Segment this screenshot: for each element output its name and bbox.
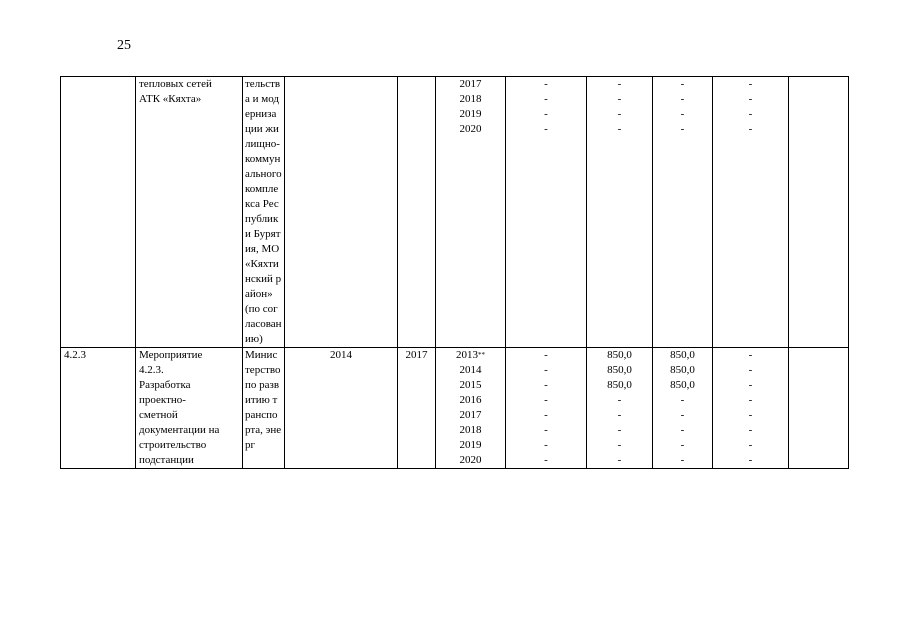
year-value: 2016 (459, 394, 482, 406)
measure-name-line: сметной (139, 409, 178, 421)
years-cell (436, 348, 506, 469)
year-value: 2020 (459, 454, 482, 466)
funding-value: - (544, 364, 548, 376)
funding-value: - (617, 454, 622, 466)
funding-col-d-cell (713, 348, 789, 469)
measure-name-line: 4.2.3. (139, 364, 164, 376)
measure-name-line: строительство (139, 439, 207, 451)
funding-value: - (680, 123, 685, 135)
funding-col-c-cell (653, 77, 713, 348)
funding-value: - (748, 424, 753, 436)
funding-value: - (680, 93, 685, 105)
funding-value: - (680, 78, 685, 90)
code-cell (61, 77, 136, 348)
funding-value: 850,0 (607, 379, 632, 391)
funding-value: - (680, 424, 685, 436)
funding-value: 850,0 (607, 364, 632, 376)
start-year-cell (285, 77, 398, 348)
funding-value: - (748, 78, 753, 90)
funding-value: - (544, 409, 548, 421)
measure-name-line: проектно- (139, 394, 186, 406)
funding-value: 850,0 (670, 379, 695, 391)
executor-cell: тельства и модернизации жилищно-коммунального комплекса Республики Бурятия, МО «Кяхтинский район» (по согласованию) (243, 77, 285, 348)
funding-value: - (680, 454, 685, 466)
funding-col-b-cell (587, 348, 653, 469)
funding-value: - (544, 349, 548, 361)
funding-value: - (748, 93, 753, 105)
funding-value: - (748, 364, 753, 376)
start-year-cell: 2014 (285, 348, 398, 469)
funding-value: - (680, 409, 685, 421)
funding-col-c-cell (653, 348, 713, 469)
table-row (61, 348, 849, 469)
funding-value: - (748, 409, 753, 421)
years-cell (436, 77, 506, 348)
funding-value: - (680, 108, 685, 120)
funding-col-b-cell (587, 77, 653, 348)
year-value: 2019 (459, 439, 482, 451)
funding-col-d-cell (713, 77, 789, 348)
footnote-mark: ** (478, 351, 485, 359)
funding-col-a-cell (506, 77, 587, 348)
year-value: 2018 (459, 93, 482, 105)
measure-name-line: документации на (139, 424, 220, 436)
funding-value: - (748, 349, 753, 361)
funding-value: - (544, 108, 548, 120)
table-row (61, 77, 849, 348)
funding-value: - (680, 394, 685, 406)
funding-value: - (748, 108, 753, 120)
funding-value: - (617, 409, 622, 421)
funding-value: 850,0 (607, 349, 632, 361)
funding-value: - (617, 424, 622, 436)
funding-value: - (617, 93, 622, 105)
funding-value: - (544, 424, 548, 436)
funding-value: - (680, 439, 685, 451)
measure-name-line: подстанции (139, 454, 194, 466)
measure-name-line: Разработка (139, 379, 191, 391)
year-value: 2014 (459, 364, 482, 376)
page-number: 25 (117, 38, 131, 53)
year-value: 2019 (459, 108, 482, 120)
funding-value: - (617, 394, 622, 406)
funding-value: - (617, 439, 622, 451)
measure-name-line: тепловых сетей (139, 78, 212, 90)
extra-cell (789, 77, 849, 348)
funding-value: - (748, 394, 753, 406)
funding-value: - (544, 394, 548, 406)
funding-col-a-cell (506, 348, 587, 469)
funding-value: - (544, 93, 548, 105)
funding-value: - (544, 78, 548, 90)
end-year-cell: 2017 (398, 348, 436, 469)
funding-value: - (748, 454, 753, 466)
funding-value: - (544, 379, 548, 391)
funding-value: - (544, 123, 548, 135)
code-cell: 4.2.3 (61, 348, 136, 469)
funding-value: 850,0 (670, 349, 695, 361)
funding-value: - (617, 78, 622, 90)
funding-value: - (544, 439, 548, 451)
year-value: 2018 (459, 424, 482, 436)
funding-value: - (617, 108, 622, 120)
measure-name-line: Мероприятие (139, 349, 203, 361)
extra-cell (789, 348, 849, 469)
measure-name-line: АТК «Кяхта» (139, 93, 202, 105)
funding-value: - (748, 439, 753, 451)
year-value: 2015 (459, 379, 482, 391)
year-value: 2017 (459, 409, 482, 421)
year-value: 2013** (456, 349, 485, 361)
funding-value: 850,0 (670, 364, 695, 376)
executor-cell: Министерство по развитию транспорта, энерг (243, 348, 285, 469)
funding-value: - (617, 123, 622, 135)
funding-value: - (748, 379, 753, 391)
measure-name-cell (136, 77, 243, 348)
funding-value: - (748, 123, 753, 135)
year-value: 2020 (459, 123, 482, 135)
funding-value: - (544, 454, 548, 466)
year-value: 2017 (459, 78, 482, 90)
program-table (60, 76, 849, 469)
end-year-cell (398, 77, 436, 348)
measure-name-cell (136, 348, 243, 469)
